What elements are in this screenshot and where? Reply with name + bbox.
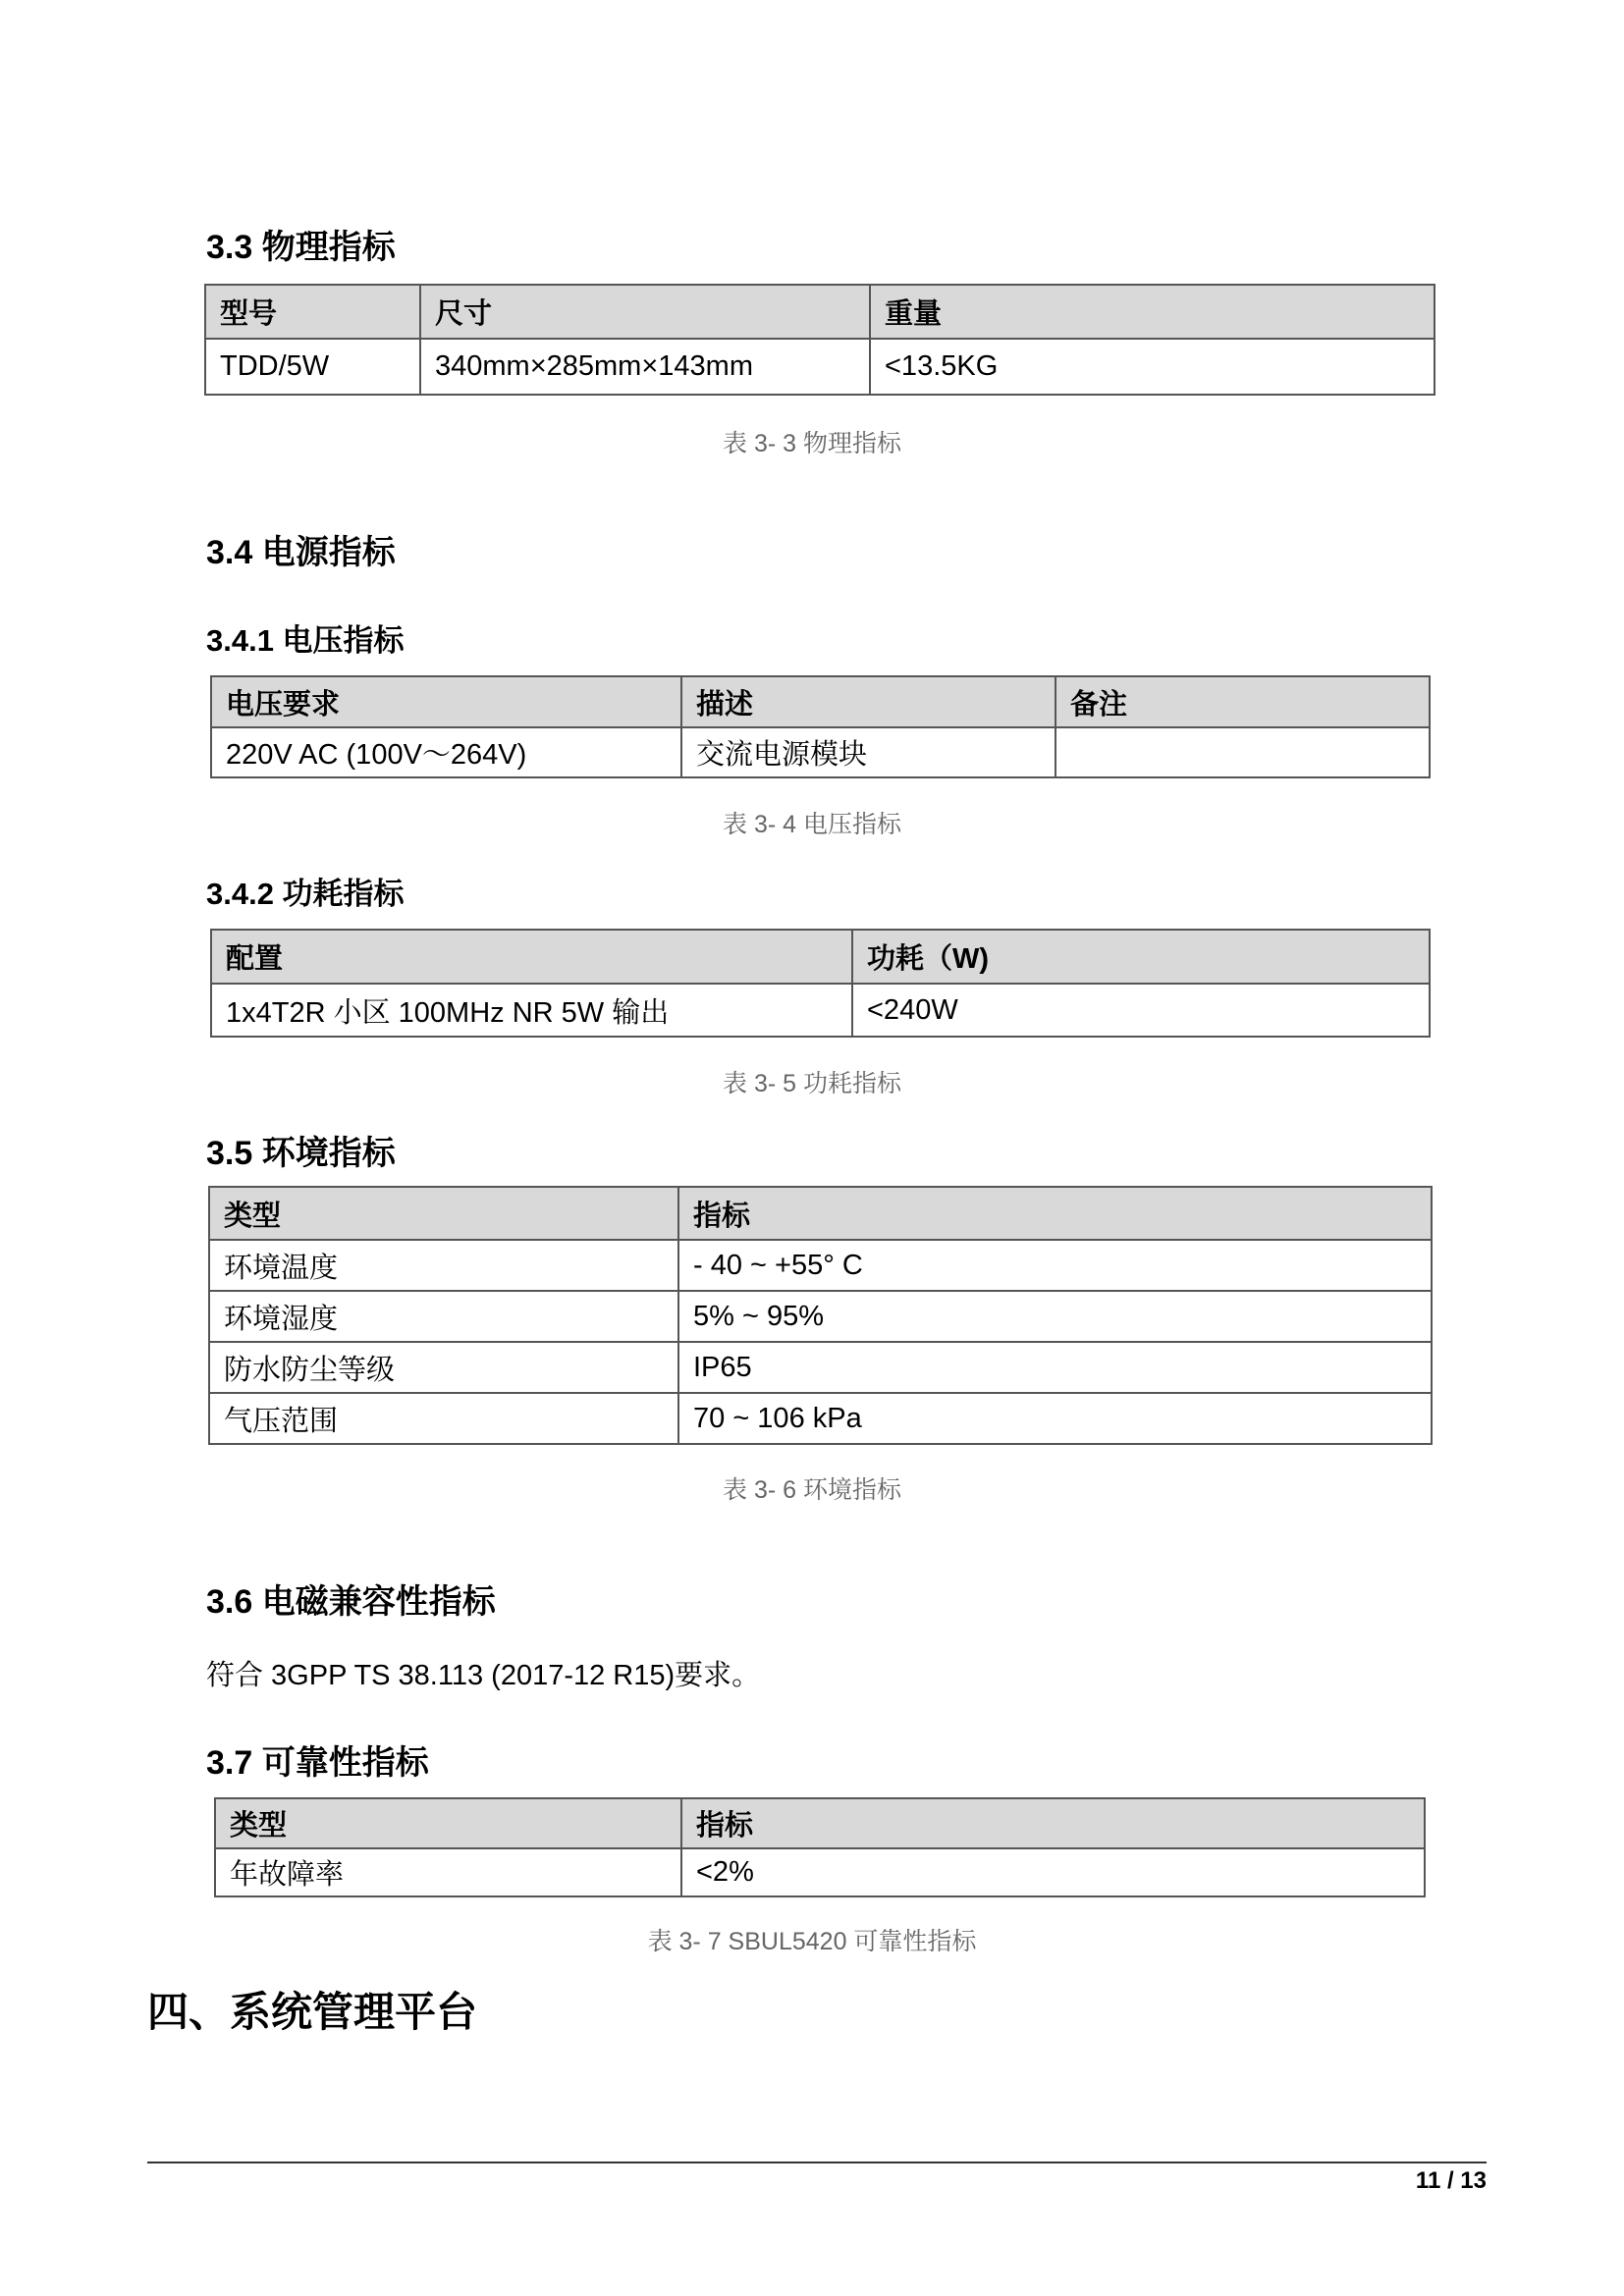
table-header-cell: 型号: [205, 285, 420, 339]
table-header-row: [205, 285, 1435, 339]
table-cell: TDD/5W: [205, 339, 420, 395]
section-heading-3-4-2: 3.4.2 功耗指标: [206, 877, 405, 911]
table-header-cell: 指标: [678, 1187, 1432, 1240]
emc-compliance-text: 符合 3GPP TS 38.113 (2017-12 R15)要求。: [206, 1660, 761, 1691]
table-caption: 表 3- 7 SBUL5420 可靠性指标: [647, 1928, 977, 1955]
environment-specs-table: [208, 1186, 1433, 1445]
table-cell: - 40 ~ +55° C: [678, 1240, 1432, 1291]
section-heading-3-3: 3.3 物理指标: [206, 229, 396, 266]
table-header-cell: 重量: [870, 285, 1435, 339]
reliability-specs-table: [214, 1797, 1426, 1897]
table-caption: 表 3- 5 功耗指标: [723, 1070, 901, 1097]
chapter-heading-4: 四、系统管理平台: [147, 1989, 478, 2035]
table-cell: [1056, 727, 1430, 777]
table-header-row: [215, 1798, 1425, 1848]
table-header-row: [211, 930, 1430, 984]
table-header-cell: 类型: [215, 1798, 681, 1848]
table-row: [215, 1848, 1425, 1896]
table-caption: 表 3- 3 物理指标: [723, 430, 901, 457]
table-row: [205, 339, 1435, 395]
table-header-cell: 尺寸: [420, 285, 870, 339]
table-cell: 环境温度: [209, 1240, 678, 1291]
table-caption: 表 3- 4 电压指标: [723, 811, 901, 838]
section-heading-3-4: 3.4 电源指标: [206, 534, 396, 571]
power-consumption-table: [210, 929, 1431, 1038]
footer-divider: [147, 2162, 1487, 2163]
table-cell: IP65: [678, 1342, 1432, 1393]
table-header-cell: 描述: [681, 676, 1056, 727]
table-cell: <13.5KG: [870, 339, 1435, 395]
table-row: [209, 1291, 1432, 1342]
table-row: [211, 727, 1430, 777]
table-cell: 交流电源模块: [681, 727, 1056, 777]
page-number: 11 / 13: [1415, 2167, 1487, 2194]
table-cell: 年故障率: [215, 1848, 681, 1896]
table-header-row: [209, 1187, 1432, 1240]
table-header-cell: 电压要求: [211, 676, 681, 727]
table-cell: 5% ~ 95%: [678, 1291, 1432, 1342]
section-heading-3-4-1: 3.4.1 电压指标: [206, 623, 405, 658]
table-cell: 环境湿度: [209, 1291, 678, 1342]
table-header-cell: 配置: [211, 930, 852, 984]
table-cell: 70 ~ 106 kPa: [678, 1393, 1432, 1444]
table-header-cell: 功耗（W): [852, 930, 1430, 984]
section-heading-3-7: 3.7 可靠性指标: [206, 1744, 429, 1782]
table-row: [209, 1240, 1432, 1291]
voltage-specs-table: [210, 675, 1431, 778]
table-cell: 220V AC (100V～264V): [211, 727, 681, 777]
table-cell: 1x4T2R 小区 100MHz NR 5W 输出: [211, 984, 852, 1037]
table-cell: <2%: [681, 1848, 1425, 1896]
table-row: [211, 984, 1430, 1037]
table-cell: 340mm×285mm×143mm: [420, 339, 870, 395]
table-cell: 防水防尘等级: [209, 1342, 678, 1393]
table-caption: 表 3- 6 环境指标: [723, 1476, 901, 1504]
table-cell: <240W: [852, 984, 1430, 1037]
section-heading-3-5: 3.5 环境指标: [206, 1135, 396, 1172]
section-heading-3-6: 3.6 电磁兼容性指标: [206, 1583, 496, 1621]
table-cell: 气压范围: [209, 1393, 678, 1444]
physical-specs-table: [204, 284, 1435, 396]
table-header-cell: 指标: [681, 1798, 1425, 1848]
table-header-cell: 备注: [1056, 676, 1430, 727]
table-row: [209, 1342, 1432, 1393]
table-header-cell: 类型: [209, 1187, 678, 1240]
table-row: [209, 1393, 1432, 1444]
table-header-row: [211, 676, 1430, 727]
